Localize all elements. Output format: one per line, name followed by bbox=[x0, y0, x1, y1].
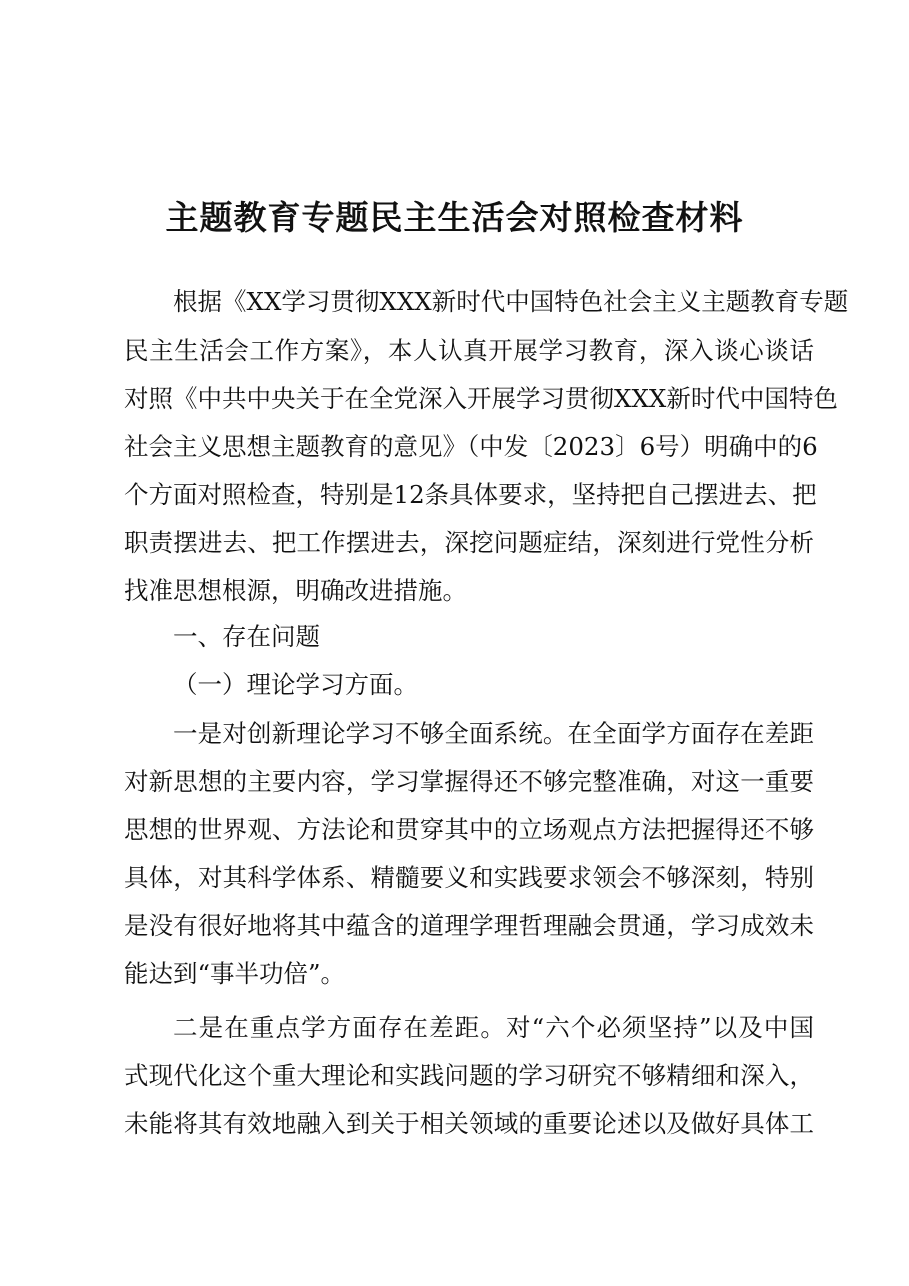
point2-line-3: 未能将其有效地融入到关于相关领域的重要论述以及做好具体工 bbox=[124, 1109, 814, 1138]
point1-line-5: 是没有很好地将其中蕴含的道理学理哲理融会贯通，学习成效未 bbox=[124, 911, 814, 940]
point1-line-3: 思想的世界观、方法论和贯穿其中的立场观点方法把握得还不够 bbox=[124, 815, 814, 844]
point1-line-6: 能达到“事半功倍”。 bbox=[124, 959, 346, 988]
point2-line-1: 二是在重点学方面存在差距。对“六个必须坚持”以及中国 bbox=[173, 1013, 814, 1042]
intro-line-2: 民主生活会工作方案》，本人认真开展学习教育，深入谈心谈话 bbox=[124, 336, 814, 365]
point1-line-1: 一是对创新理论学习不够全面系统。在全面学方面存在差距 bbox=[173, 719, 814, 748]
intro-line-4: 社会主义思想主题教育的意见》（中发〔2023〕6号）明确中的6 bbox=[124, 432, 818, 461]
intro-line-6: 职责摆进去、把工作摆进去，深挖问题症结，深刻进行党性分析 bbox=[124, 528, 814, 557]
subsection-heading: （一）理论学习方面。 bbox=[173, 670, 418, 699]
section-heading: 一、存在问题 bbox=[173, 622, 320, 651]
point2-line-2: 式现代化这个重大理论和实践问题的学习研究不够精细和深入， bbox=[124, 1061, 814, 1090]
point1-line-4: 具体，对其科学体系、精髓要义和实践要求领会不够深刻，特别 bbox=[124, 863, 814, 892]
intro-line-1: 根据《XX学习贯彻XXX新时代中国特色社会主义主题教育专题 bbox=[173, 287, 849, 316]
intro-line-7: 找准思想根源，明确改进措施。 bbox=[124, 576, 467, 605]
point1-line-2: 对新思想的主要内容，学习掌握得还不够完整准确，对这一重要 bbox=[124, 767, 814, 796]
document-title: 主题教育专题民主生活会对照检查材料 bbox=[165, 198, 744, 237]
intro-line-3: 对照《中共中央关于在全党深入开展学习贯彻XXX新时代中国特色 bbox=[124, 384, 838, 413]
intro-line-5: 个方面对照检查，特别是12条具体要求，坚持把自己摆进去、把 bbox=[124, 480, 817, 509]
